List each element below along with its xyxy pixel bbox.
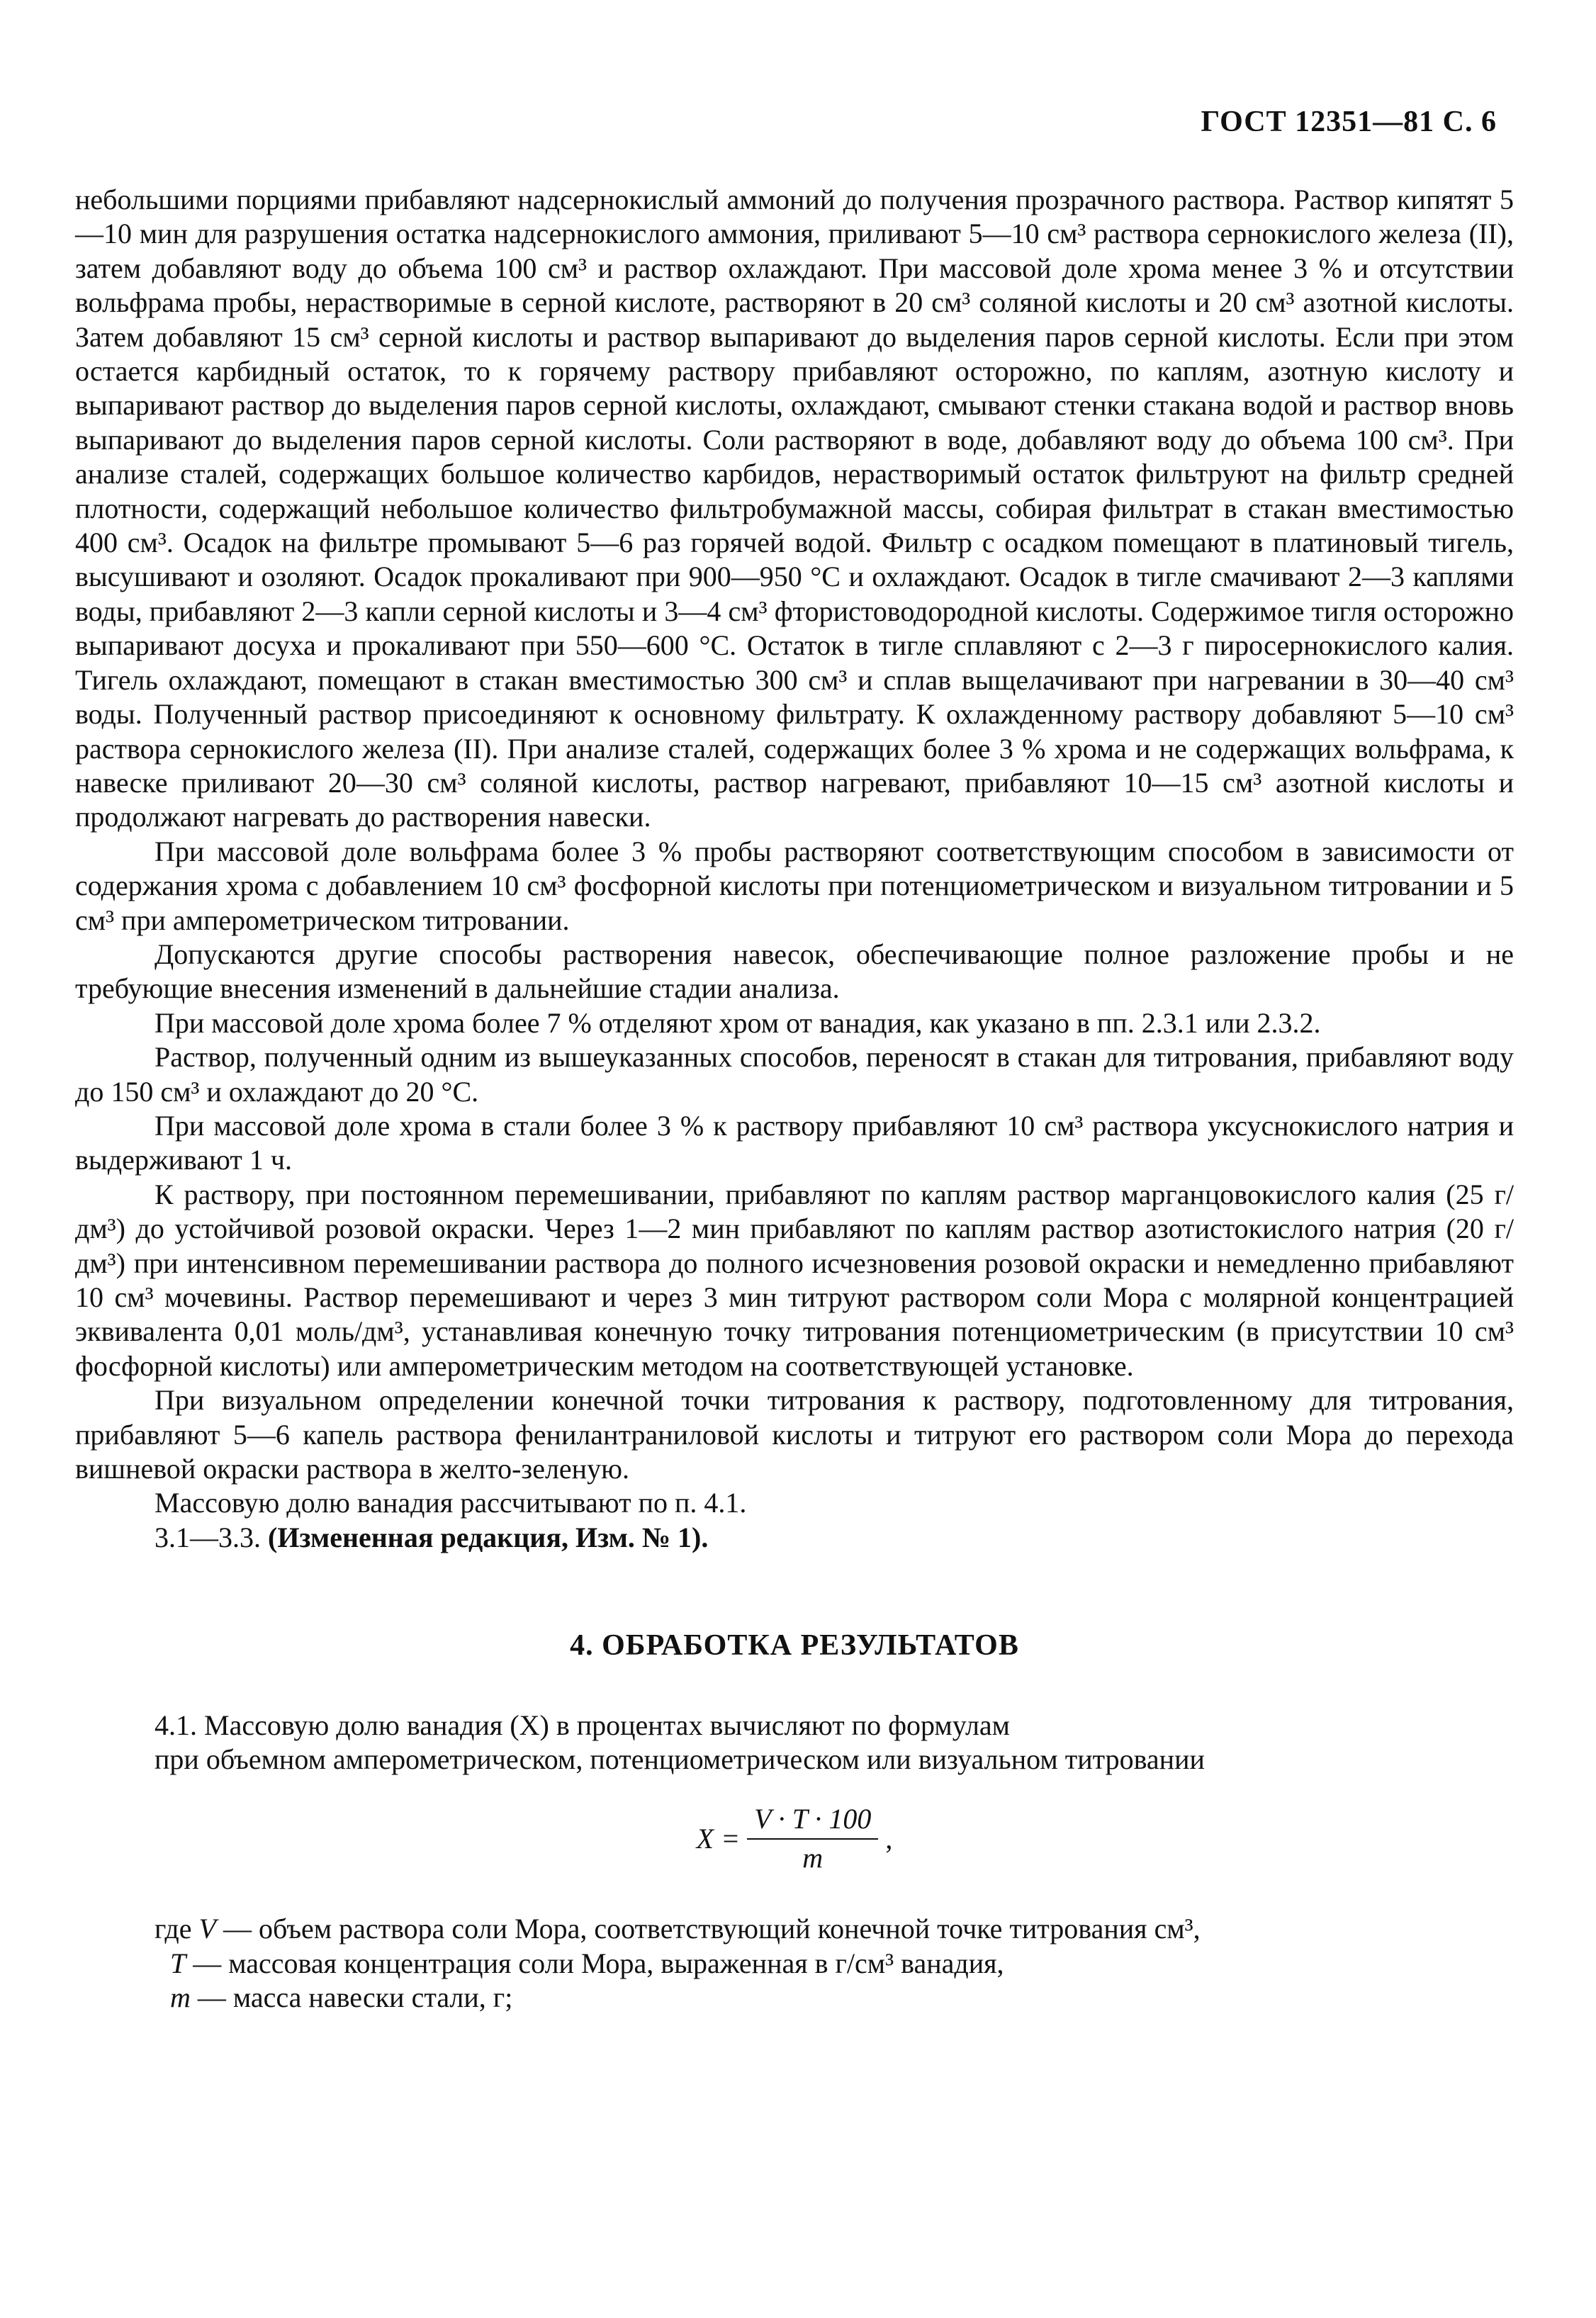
legend-symbol: T <box>170 1947 186 1979</box>
legend-row <box>75 1912 1514 1946</box>
amendment-bold: (Измененная редакция, Изм. № 1). <box>268 1521 709 1553</box>
legend-row <box>75 1947 1514 1981</box>
legend-row <box>75 1981 1514 2015</box>
legend-text: — массовая концентрация соли Мора, выраженная в г/см³ ванадия, <box>186 1947 1004 1979</box>
paragraph: При массовой доле хрома более 7 % отделяют хром от ванадия, как указано в пп. 2.3.1 или 2.3.2. <box>154 1006 1321 1039</box>
formula-denominator: m <box>802 1841 824 1874</box>
legend-prefix: где <box>154 1913 199 1945</box>
formula-trail: , <box>885 1822 893 1855</box>
amendment-prefix: 3.1—3.3. <box>154 1521 268 1553</box>
legend-symbol: V <box>198 1913 216 1945</box>
formula-numerator: V · T · 100 <box>747 1802 878 1839</box>
formula-lhs: X = <box>696 1822 741 1855</box>
page-header: ГОСТ 12351—81 С. 6 <box>1201 106 1497 138</box>
section-heading: 4. ОБРАБОТКА РЕЗУЛЬТАТОВ <box>570 1629 1019 1662</box>
paragraph: При массовой доле вольфрама более 3 % пробы растворяют соответствующим способом в зависимости от содержания хрома с добавлением 10 см³ фосфорной кислоты при потенциометрическом и визуальном титровании и 5 см³ при амперометрическом титровании. <box>75 835 1514 936</box>
section-paragraph: при объемном амперометрическом, потенциометрическом или визуальном титровании <box>154 1743 1205 1776</box>
section-paragraph: 4.1. Массовую долю ванадия (X) в процентах вычисляют по формулам <box>154 1709 1010 1741</box>
paragraph: Допускаются другие способы растворения навесок, обеспечивающие полное разложение пробы и не требующие внесения изменений в дальнейшие стадии анализа. <box>75 938 1514 1005</box>
paragraph: При визуальном определении конечной точки титрования к раствору, подготовленному для титрования, прибавляют 5—6 капель раствора фенилантраниловой кислоты и титруют его раствором соли Мора до перехода вишневой окраски раствора в желто-зеленую. <box>75 1384 1514 1485</box>
paragraph: Массовую долю ванадия рассчитывают по п. 4.1. <box>154 1487 747 1519</box>
amendment-note <box>75 1521 1514 1555</box>
legend-text: — масса навески стали, г; <box>190 1981 513 2014</box>
document-body <box>75 183 1514 2015</box>
formula-legend <box>75 1912 1514 2015</box>
formula-fraction <box>747 1802 878 1875</box>
paragraph: К раствору, при постоянном перемешивании, прибавляют по каплям раствор марганцовокислого калия (25 г/дм³) до устойчивой розовой окраски. Через 1—2 мин прибавляют по каплям раствор азотистокислого натрия (20 г/дм³) при интенсивном перемешивании раствора до полного исчезновения розовой окраски и немедленно прибавляют 10 см³ мочевины. Раствор перемешивают и через 3 мин титруют раствором соли Мора с молярной концентрацией эквивалента 0,01 моль/дм³, устанавливая конечную точку титрования потенциометрическим (в присутствии 10 см³ фосфорной кислоты) или амперометрическим методом на соответствующей установке. <box>75 1178 1514 1382</box>
paragraph: Раствор, полученный одним из вышеуказанных способов, переносят в стакан для титрования, прибавляют воду до 150 см³ и охлаждают до 20 °С. <box>75 1041 1514 1108</box>
paragraph: небольшими порциями прибавляют надсернокислый аммоний до получения прозрачного раствора. Раствор кипятят 5—10 мин для разрушения остатка надсернокислого аммония, приливают 5—10 см³ раствора сернокислого железа (II), затем добавляют воду до объема 100 см³ и раствор охлаждают. При массовой доле хрома менее 3 % и отсутствии вольфрама пробы, нерастворимые в серной кислоте, растворяют в 20 см³ соляной кислоты и 20 см³ азотной кислоты. Затем добавляют 15 см³ серной кислоты и раствор выпаривают до выделения паров серной кислоты. Если при этом остается карбидный остаток, то к горячему раствору прибавляют осторожно, по каплям, азотную кислоту и выпаривают раствор до выделения паров серной кислоты, охлаждают, смывают стенки стакана водой и раствор вновь выпаривают до выделения паров серной кислоты. Соли растворяют в воде, добавляют воду до объема 100 см³. При анализе сталей, содержащих большое количество карбидов, нерастворимый остаток фильтруют на фильтр средней плотности, содержащий небольшое количество фильтробумажной массы, собирая фильтрат в стакан вместимостью 400 см³. Осадок на фильтре промывают 5—6 раз горячей водой. Фильтр с осадком помещают в платиновый тигель, высушивают и озоляют. Осадок прокаливают при 900—950 °С и охлаждают. Осадок в тигле смачивают 2—3 каплями воды, прибавляют 2—3 капли серной кислоты и 3—4 см³ фтористоводородной кислоты. Содержимое тигля осторожно выпаривают досуха и прокаливают при 550—600 °С. Остаток в тигле сплавляют с 2—3 г пиросернокислого калия. Тигель охлаждают, помещают в стакан вместимостью 300 см³ и сплав выщелачивают при нагревании в 30—40 см³ воды. Полученный раствор присоединяют к основному фильтрату. К охлажденному раствору добавляют 5—10 см³ раствора сернокислого железа (II). При анализе сталей, содержащих более 3 % хрома и не содержащих вольфрама, к навеске приливают 20—30 см³ соляной кислоты, раствор нагревают, прибавляют 10—15 см³ азотной кислоты и продолжают нагревать до растворения навески. <box>75 184 1514 833</box>
legend-symbol: m <box>170 1981 191 2014</box>
legend-text: — объем раствора соли Мора, соответствующий конечной точке титрования см³, <box>215 1913 1201 1945</box>
formula <box>75 1802 1514 1875</box>
paragraph: При массовой доле хрома в стали более 3 % к раствору прибавляют 10 см³ раствора уксуснокислого натрия и выдерживают 1 ч. <box>75 1109 1514 1176</box>
